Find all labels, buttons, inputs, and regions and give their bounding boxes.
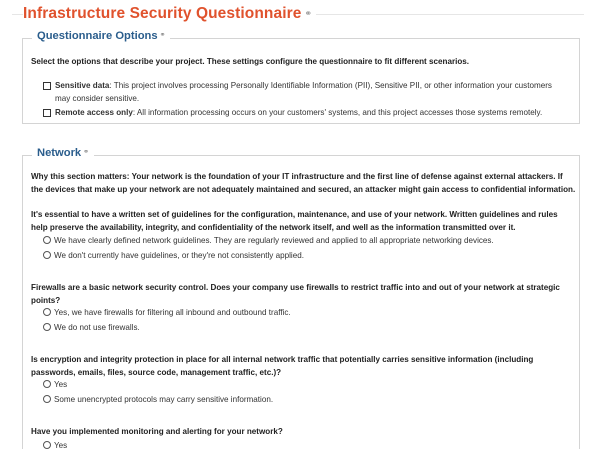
network-legend xyxy=(32,147,94,159)
remote-access-checkbox[interactable] xyxy=(43,109,51,117)
network-section xyxy=(22,147,580,449)
why-section-matters xyxy=(31,171,576,196)
radio-label: We have clearly defined network guidelines. They are regularly reviewed and applied to all appropriate networking devices. xyxy=(54,236,494,245)
question-firewalls: Firewalls are a basic network security control. Does your company use firewalls to restrict traffic into and out of your network at strategic points? xyxy=(31,283,560,305)
remote-access-label: Remote access only xyxy=(55,108,133,117)
radio-label: Some unencrypted protocols may carry sensitive information. xyxy=(54,395,274,404)
anchor-link-icon[interactable]: ⚭ xyxy=(304,8,313,18)
radio-option[interactable] xyxy=(43,322,140,335)
radio-label: Yes xyxy=(54,380,68,389)
radio-label: We don't currently have guidelines, or they're not consistently applied. xyxy=(54,251,304,260)
radio-button[interactable] xyxy=(43,308,51,316)
sensitive-data-description: : This project involves processing Personally Identifiable Information (PII), Sensitive PII, or other information your customers may consider sensitive. xyxy=(55,81,552,103)
page-title-text: Infrastructure Security Questionnaire xyxy=(23,5,302,22)
radio-button[interactable] xyxy=(43,323,51,331)
options-intro: Select the options that describe your project. These settings configure the questionnaire to fit different scenarios. xyxy=(31,57,470,66)
why-text: Your network is the foundation of your IT infrastructure and the first line of defense against external attackers. If the devices that make up your network are not adequately maintained and secured, an attacker might gain access to confidential information. xyxy=(31,172,576,194)
sensitive-data-label: Sensitive data xyxy=(55,81,110,90)
questionnaire-options-section xyxy=(22,30,580,124)
radio-label: Yes, we have firewalls for filtering all inbound and outbound traffic. xyxy=(54,308,291,317)
questionnaire-options-legend xyxy=(32,30,170,42)
anchor-link-icon[interactable]: ⚭ xyxy=(159,32,166,39)
question-monitoring: Have you implemented monitoring and alerting for your network? xyxy=(31,427,283,436)
sensitive-data-option[interactable] xyxy=(43,80,553,105)
remote-access-description: : All information processing occurs on your customers' systems, and this project accesses those systems remotely. xyxy=(132,108,543,117)
radio-option[interactable] xyxy=(43,250,304,263)
sensitive-data-checkbox[interactable] xyxy=(43,82,51,90)
radio-button[interactable] xyxy=(43,251,51,259)
radio-option[interactable] xyxy=(43,440,67,449)
radio-option[interactable] xyxy=(43,235,494,248)
radio-label: Yes xyxy=(54,441,68,449)
questionnaire-options-title: Questionnaire Options xyxy=(37,30,158,42)
page-title-bar xyxy=(12,4,584,26)
radio-button[interactable] xyxy=(43,395,51,403)
why-label: Why this section matters: xyxy=(31,172,130,181)
network-title: Network xyxy=(37,147,82,159)
question-network-guidelines: It's essential to have a written set of guidelines for the configuration, maintenance, and use of your network. Written guidelines and rules help preserve the availability, integrity, and confidentiality of the network itself, and well as the information transmitted over it. xyxy=(31,210,558,232)
radio-label: We do not use firewalls. xyxy=(54,323,140,332)
anchor-link-icon[interactable]: ⚭ xyxy=(83,149,90,156)
radio-option[interactable] xyxy=(43,394,273,407)
radio-option[interactable] xyxy=(43,307,291,320)
radio-button[interactable] xyxy=(43,236,51,244)
radio-button[interactable] xyxy=(43,380,51,388)
radio-option[interactable] xyxy=(43,379,67,392)
remote-access-option[interactable] xyxy=(43,107,553,120)
radio-button[interactable] xyxy=(43,441,51,449)
page-title xyxy=(23,5,316,23)
question-encryption: Is encryption and integrity protection in place for all internal network traffic that potentially carries sensitive information (including passwords, emails, files, source code, management traffic, etc.)? xyxy=(31,355,534,377)
